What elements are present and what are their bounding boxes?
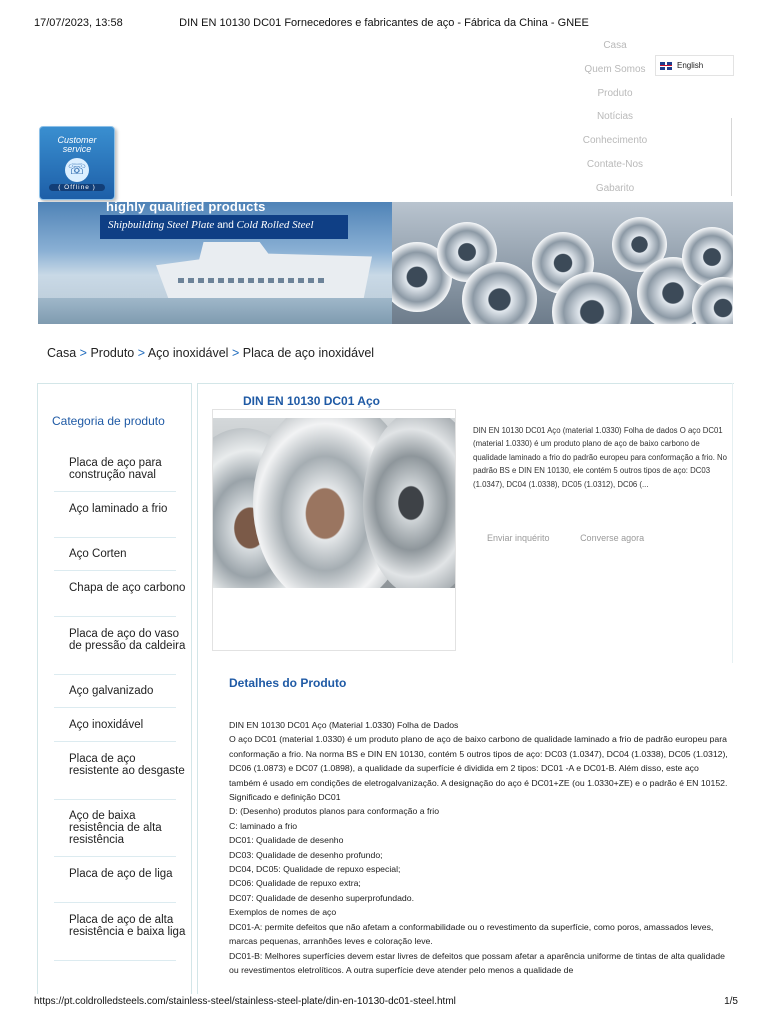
details-line: O aço DC01 (material 1.0330) é um produto plano de aço de baixo carbono de qualidade laminado a frio de padrão europeu para conformação a frio. Na norma BS e DIN EN 10130, contém 5 outros tipos de aço: DC03 (1.0347), DC04 (1.0338), DC05 (1.0312), DC06 (1.0873) e DC07 (1.0898), a qualidade da superfície é dividida em 2 tipos: DC01 -A e DC01-B. Além disso, este aço também é usado em condições de eletrogalvanização. A designação do aço é DC01+ZE (ou 1.0330+ZE) e o padrão é EN 10152. bbox=[229, 734, 728, 788]
product-image-frame[interactable] bbox=[212, 409, 456, 651]
chat-now-button[interactable]: Converse agora bbox=[580, 533, 645, 543]
banner-sub-left: Shipbuilding Steel Plate bbox=[108, 219, 215, 231]
details-line: DC04, DC05: Qualidade de repuxo especial; bbox=[229, 864, 401, 875]
send-inquiry-button[interactable]: Enviar inquérito bbox=[487, 533, 550, 543]
sidebar-item-chapa-carbono[interactable]: Chapa de aço carbono bbox=[69, 582, 186, 594]
sidebar-item-construcao-naval[interactable]: Placa de aço para construção naval bbox=[69, 457, 162, 481]
sidebar-item-laminado-frio[interactable]: Aço laminado a frio bbox=[69, 503, 168, 515]
nav-item-noticias[interactable]: Notícias bbox=[596, 111, 634, 123]
sidebar-item-aco-corten[interactable]: Aço Corten bbox=[69, 548, 127, 560]
sidebar-item-galvanizado[interactable]: Aço galvanizado bbox=[69, 685, 154, 697]
nav-item-quem-somos[interactable]: Quem Somos bbox=[584, 63, 646, 75]
language-selector[interactable] bbox=[655, 55, 734, 76]
print-header bbox=[0, 0, 768, 30]
print-page-number: 1/5 bbox=[724, 996, 738, 1007]
steel-coils-banner-image bbox=[392, 202, 733, 324]
print-footer bbox=[34, 996, 738, 1007]
nav-item-conhecimento[interactable]: Conhecimento bbox=[582, 135, 648, 147]
category-sidebar bbox=[37, 383, 192, 994]
print-url: https://pt.coldrolledsteels.com/stainless-steel/stainless-steel-plate/din-en-10130-dc01-steel.html bbox=[34, 996, 456, 1007]
breadcrumb-separator: > bbox=[137, 346, 146, 360]
details-line: DC01-A: permite defeitos que não afetam a conformabilidade ou o revestimento da superfície, como poros, amassados leves, marcas pequenas, arranhões leves e coloração leve. bbox=[229, 921, 714, 947]
breadcrumb-separator: > bbox=[79, 346, 87, 360]
details-line: D: (Desenho) produtos planos para conformação a frio bbox=[229, 806, 440, 817]
product-actions bbox=[487, 533, 672, 543]
sidebar-item-vaso-pressao[interactable]: Placa de aço do vaso de pressão da caldeira bbox=[69, 628, 186, 652]
customer-service-line2: service bbox=[62, 144, 92, 154]
sidebar-item-inoxidavel[interactable]: Aço inoxidável bbox=[69, 719, 144, 731]
sidebar-item-liga[interactable]: Placa de aço de liga bbox=[69, 868, 173, 880]
breadcrumb-placa-aco-inoxidavel[interactable]: Placa de aço inoxidável bbox=[242, 346, 375, 360]
banner-sub-and: and bbox=[217, 220, 234, 231]
details-line: DC01: Qualidade de desenho bbox=[229, 835, 344, 846]
details-line: C: laminado a frio bbox=[229, 820, 298, 831]
print-page-title: DIN EN 10130 DC01 Fornecedores e fabricantes de aço - Fábrica da China - GNEE bbox=[179, 17, 589, 29]
details-line: Exemplos de nomes de aço bbox=[229, 907, 337, 918]
details-line: DC06: Qualidade de repuxo extra; bbox=[229, 878, 361, 889]
product-summary: DIN EN 10130 DC01 Aço (material 1.0330) Folha de dados O aço DC01 (material 1.0330) é um produto plano de aço de baixo carbono de qualidade laminado a frio do padrão europeu para conformação a frio. No padrão BS e DIN EN 10130, ele contém 5 outros tipos de aço: DC03 (1.0347), DC04 (1.0338), DC05 (1.0312), DC06 (... bbox=[473, 426, 727, 489]
details-line: Significado e definição DC01 bbox=[229, 792, 341, 803]
ship-banner-image bbox=[38, 202, 392, 324]
ship-shape bbox=[156, 242, 372, 300]
nav-item-contate-nos[interactable]: Contate-Nos bbox=[586, 158, 644, 170]
nav-item-produto[interactable]: Produto bbox=[597, 87, 633, 99]
steel-coil-product-image bbox=[213, 418, 455, 588]
customer-service-line1: Customer bbox=[57, 135, 97, 145]
details-line: DC03: Qualidade de desenho profundo; bbox=[229, 849, 383, 860]
print-datetime: 17/07/2023, 13:58 bbox=[34, 17, 123, 29]
main-nav bbox=[560, 37, 670, 204]
language-label: English bbox=[677, 61, 704, 70]
phone-icon: ☏ bbox=[65, 158, 89, 182]
nav-item-gabarito[interactable]: Gabarito bbox=[595, 182, 635, 194]
details-line: DC07: Qualidade de desenho superprofundado. bbox=[229, 892, 414, 903]
breadcrumb-separator: > bbox=[231, 346, 240, 360]
customer-service-badge[interactable] bbox=[39, 126, 115, 200]
breadcrumb-casa[interactable]: Casa bbox=[47, 346, 77, 360]
sidebar-item-baixa-alta-resistencia[interactable]: Aço de baixa resistência de alta resistência bbox=[69, 810, 162, 846]
product-title: DIN EN 10130 DC01 Aço bbox=[243, 394, 380, 408]
nav-divider bbox=[731, 118, 732, 196]
details-line: DC01-B: Melhores superfícies devem estar livres de defeitos que possam afetar a aparência uniforme de tintas de alta qualidade ou revestimentos eletrolíticos. A outra superfície deve atender pelo menos a qualidade de bbox=[229, 950, 725, 975]
breadcrumb-produto[interactable]: Produto bbox=[90, 346, 135, 360]
hero-banner bbox=[38, 202, 733, 324]
breadcrumb bbox=[47, 346, 374, 360]
details-line: DIN EN 10130 DC01 Aço (Material 1.0330) Folha de Dados bbox=[229, 720, 459, 730]
sidebar-item-alta-resistencia-baixa-liga[interactable]: Placa de aço de alta resistência e baixa liga bbox=[69, 914, 186, 938]
product-details bbox=[229, 718, 731, 977]
banner-subtitle bbox=[108, 219, 314, 231]
customer-service-status: ( Offline ) bbox=[49, 184, 105, 191]
uk-flag-icon bbox=[660, 62, 672, 70]
banner-sub-right: Cold Rolled Steel bbox=[236, 219, 314, 231]
sidebar-item-resistente-desgaste[interactable]: Placa de aço resistente ao desgaste bbox=[69, 753, 185, 777]
banner-headline: highly qualified products bbox=[106, 202, 266, 214]
details-title: Detalhes do Produto bbox=[229, 676, 347, 690]
nav-item-casa[interactable]: Casa bbox=[603, 40, 627, 51]
sidebar-title: Categoria de produto bbox=[52, 414, 165, 428]
breadcrumb-aco-inoxidavel[interactable]: Aço inoxidável bbox=[147, 346, 229, 360]
